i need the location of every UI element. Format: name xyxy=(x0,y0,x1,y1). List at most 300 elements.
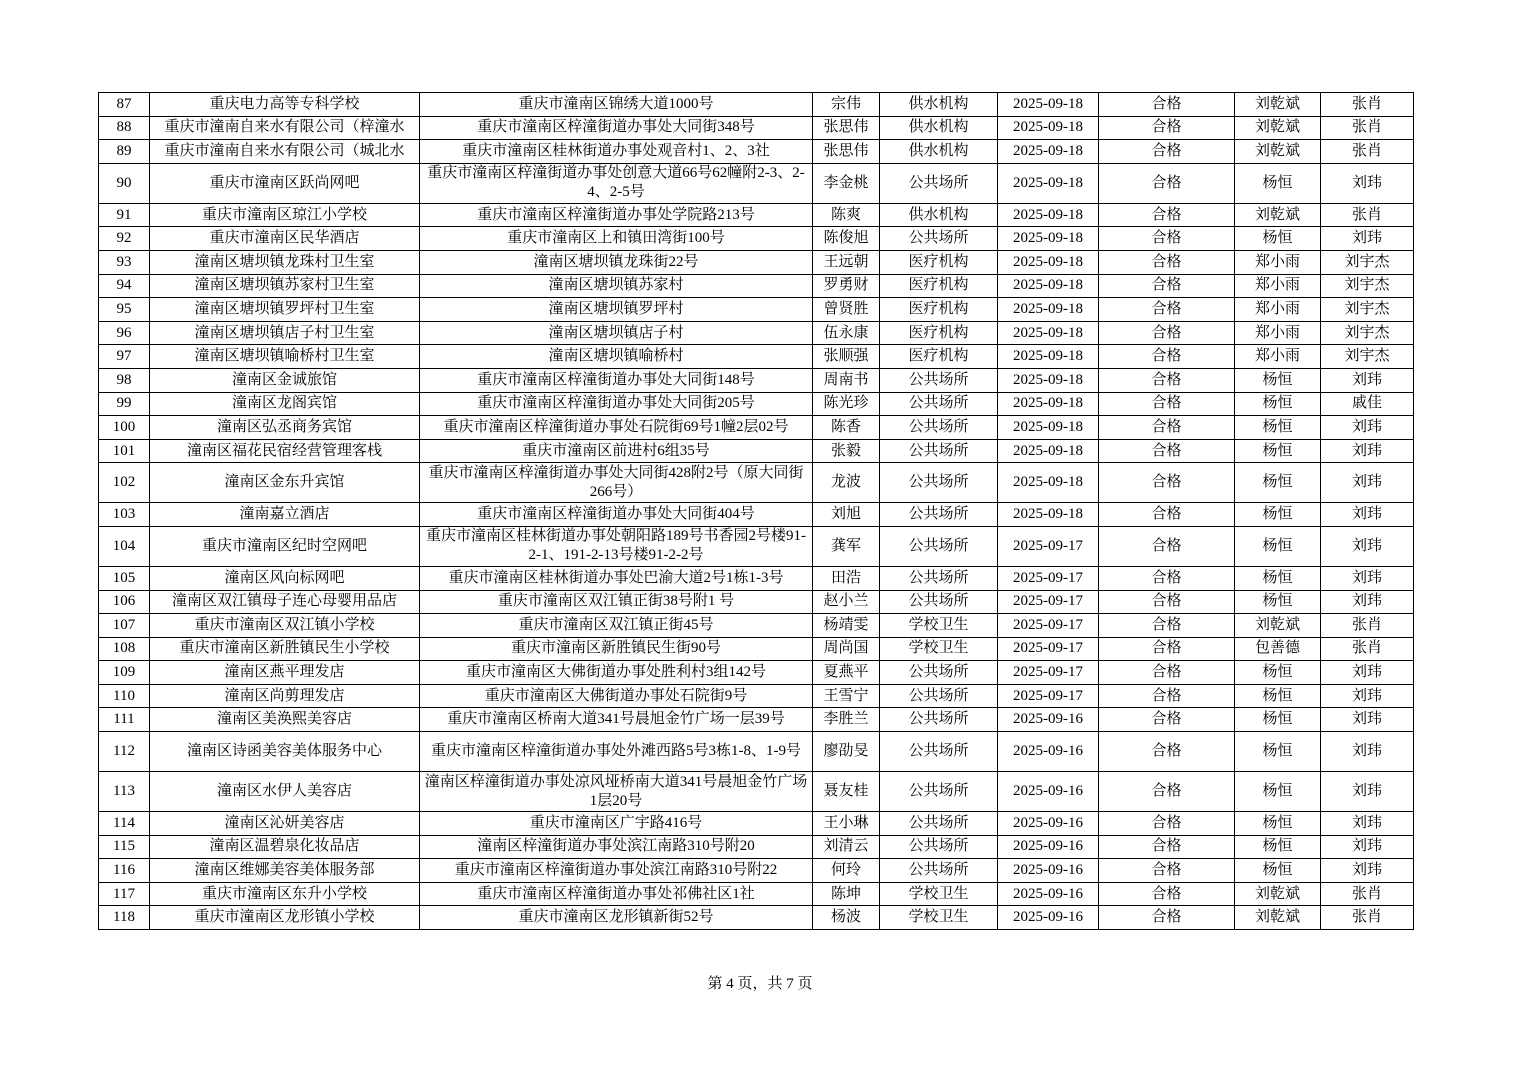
responsible-person-cell: 陈爽 xyxy=(813,203,880,227)
table-row xyxy=(99,614,1414,638)
category-cell: 公共场所 xyxy=(880,503,998,527)
row-number-cell: 99 xyxy=(99,392,150,416)
row-number-cell: 104 xyxy=(99,526,150,566)
inspector-2-cell: 刘玮 xyxy=(1321,684,1414,708)
inspector-1-cell: 杨恒 xyxy=(1235,392,1321,416)
responsible-person-cell: 罗勇财 xyxy=(813,274,880,298)
category-cell: 公共场所 xyxy=(880,661,998,685)
category-cell: 供水机构 xyxy=(880,116,998,140)
table-row xyxy=(99,882,1414,906)
inspector-1-cell: 杨恒 xyxy=(1235,503,1321,527)
inspector-2-cell: 刘玮 xyxy=(1321,163,1414,203)
category-cell: 公共场所 xyxy=(880,566,998,590)
unit-name-cell: 潼南区尚剪理发店 xyxy=(150,684,420,708)
inspector-2-cell: 刘玮 xyxy=(1321,463,1414,503)
row-number-cell: 100 xyxy=(99,416,150,440)
unit-name-cell: 重庆市潼南区跃尚网吧 xyxy=(150,163,420,203)
row-number-cell: 113 xyxy=(99,772,150,812)
unit-name-cell: 潼南区福花民宿经营管理客栈 xyxy=(150,439,420,463)
address-cell: 重庆市潼南区广宇路416号 xyxy=(420,812,813,836)
inspector-1-cell: 杨恒 xyxy=(1235,812,1321,836)
table-row xyxy=(99,526,1414,566)
table-row xyxy=(99,637,1414,661)
row-number-cell: 87 xyxy=(99,93,150,117)
category-cell: 学校卫生 xyxy=(880,637,998,661)
result-cell: 合格 xyxy=(1099,298,1235,322)
address-cell: 潼南区塘坝镇喻桥村 xyxy=(420,345,813,369)
inspection-date-cell: 2025-09-18 xyxy=(998,274,1099,298)
row-number-cell: 106 xyxy=(99,590,150,614)
address-cell: 重庆市潼南区大佛街道办事处石院街9号 xyxy=(420,684,813,708)
inspector-1-cell: 杨恒 xyxy=(1235,835,1321,859)
table-row xyxy=(99,772,1414,812)
responsible-person-cell: 陈坤 xyxy=(813,882,880,906)
inspection-date-cell: 2025-09-16 xyxy=(998,732,1099,772)
responsible-person-cell: 王小琳 xyxy=(813,812,880,836)
row-number-cell: 91 xyxy=(99,203,150,227)
table-row xyxy=(99,227,1414,251)
category-cell: 公共场所 xyxy=(880,526,998,566)
unit-name-cell: 潼南嘉立酒店 xyxy=(150,503,420,527)
result-cell: 合格 xyxy=(1099,503,1235,527)
unit-name-cell: 潼南区塘坝镇龙珠村卫生室 xyxy=(150,250,420,274)
inspector-2-cell: 刘宇杰 xyxy=(1321,298,1414,322)
row-number-cell: 112 xyxy=(99,732,150,772)
table-row xyxy=(99,140,1414,164)
row-number-cell: 117 xyxy=(99,882,150,906)
responsible-person-cell: 李金桃 xyxy=(813,163,880,203)
inspection-date-cell: 2025-09-18 xyxy=(998,392,1099,416)
category-cell: 学校卫生 xyxy=(880,882,998,906)
result-cell: 合格 xyxy=(1099,163,1235,203)
table-row xyxy=(99,463,1414,503)
unit-name-cell: 潼南区燕平理发店 xyxy=(150,661,420,685)
result-cell: 合格 xyxy=(1099,732,1235,772)
row-number-cell: 90 xyxy=(99,163,150,203)
address-cell: 重庆市潼南区桥南大道341号晨旭金竹广场一层39号 xyxy=(420,708,813,732)
address-cell: 潼南区塘坝镇罗坪村 xyxy=(420,298,813,322)
category-cell: 学校卫生 xyxy=(880,906,998,930)
address-cell: 重庆市潼南区大佛街道办事处胜利村3组142号 xyxy=(420,661,813,685)
inspector-1-cell: 刘乾斌 xyxy=(1235,614,1321,638)
inspector-2-cell: 刘玮 xyxy=(1321,859,1414,883)
result-cell: 合格 xyxy=(1099,882,1235,906)
result-cell: 合格 xyxy=(1099,906,1235,930)
inspection-date-cell: 2025-09-18 xyxy=(998,116,1099,140)
inspection-date-cell: 2025-09-18 xyxy=(998,463,1099,503)
inspection-date-cell: 2025-09-16 xyxy=(998,708,1099,732)
unit-name-cell: 潼南区双江镇母子连心母婴用品店 xyxy=(150,590,420,614)
inspection-date-cell: 2025-09-17 xyxy=(998,590,1099,614)
responsible-person-cell: 张顺强 xyxy=(813,345,880,369)
table-row xyxy=(99,812,1414,836)
row-number-cell: 95 xyxy=(99,298,150,322)
row-number-cell: 92 xyxy=(99,227,150,251)
row-number-cell: 103 xyxy=(99,503,150,527)
row-number-cell: 94 xyxy=(99,274,150,298)
inspector-2-cell: 刘玮 xyxy=(1321,661,1414,685)
inspection-date-cell: 2025-09-18 xyxy=(998,250,1099,274)
result-cell: 合格 xyxy=(1099,684,1235,708)
category-cell: 公共场所 xyxy=(880,439,998,463)
row-number-cell: 105 xyxy=(99,566,150,590)
inspector-1-cell: 杨恒 xyxy=(1235,566,1321,590)
inspector-1-cell: 刘乾斌 xyxy=(1235,93,1321,117)
inspection-date-cell: 2025-09-18 xyxy=(998,163,1099,203)
table-row xyxy=(99,439,1414,463)
inspector-2-cell: 张肖 xyxy=(1321,93,1414,117)
category-cell: 公共场所 xyxy=(880,812,998,836)
inspector-1-cell: 包善德 xyxy=(1235,637,1321,661)
address-cell: 重庆市潼南区梓潼街道办事处滨江南路310号附22 xyxy=(420,859,813,883)
responsible-person-cell: 宗伟 xyxy=(813,93,880,117)
inspection-date-cell: 2025-09-18 xyxy=(998,368,1099,392)
inspector-2-cell: 刘玮 xyxy=(1321,503,1414,527)
unit-name-cell: 重庆市潼南区纪时空网吧 xyxy=(150,526,420,566)
inspection-date-cell: 2025-09-17 xyxy=(998,661,1099,685)
row-number-cell: 116 xyxy=(99,859,150,883)
address-cell: 潼南区塘坝镇苏家村 xyxy=(420,274,813,298)
address-cell: 重庆市潼南区梓潼街道办事处外滩西路5号3栋1-8、1-9号 xyxy=(420,732,813,772)
address-cell: 重庆市潼南区双江镇正街45号 xyxy=(420,614,813,638)
inspector-1-cell: 杨恒 xyxy=(1235,163,1321,203)
responsible-person-cell: 周尚国 xyxy=(813,637,880,661)
row-number-cell: 108 xyxy=(99,637,150,661)
row-number-cell: 97 xyxy=(99,345,150,369)
address-cell: 潼南区梓潼街道办事处滨江南路310号附20 xyxy=(420,835,813,859)
responsible-person-cell: 张毅 xyxy=(813,439,880,463)
row-number-cell: 88 xyxy=(99,116,150,140)
row-number-cell: 102 xyxy=(99,463,150,503)
responsible-person-cell: 陈光珍 xyxy=(813,392,880,416)
unit-name-cell: 重庆市潼南区琼江小学校 xyxy=(150,203,420,227)
row-number-cell: 109 xyxy=(99,661,150,685)
address-cell: 重庆市潼南区梓潼街道办事处石院街69号1幢2层02号 xyxy=(420,416,813,440)
row-number-cell: 107 xyxy=(99,614,150,638)
unit-name-cell: 潼南区金诚旅馆 xyxy=(150,368,420,392)
inspection-date-cell: 2025-09-16 xyxy=(998,882,1099,906)
inspector-1-cell: 杨恒 xyxy=(1235,227,1321,251)
inspector-1-cell: 刘乾斌 xyxy=(1235,116,1321,140)
address-cell: 重庆市潼南区双江镇正街38号附1 号 xyxy=(420,590,813,614)
address-cell: 重庆市潼南区上和镇田湾街100号 xyxy=(420,227,813,251)
inspector-2-cell: 刘玮 xyxy=(1321,227,1414,251)
result-cell: 合格 xyxy=(1099,661,1235,685)
address-cell: 重庆市潼南区梓潼街道办事处大同街348号 xyxy=(420,116,813,140)
category-cell: 公共场所 xyxy=(880,708,998,732)
table-row xyxy=(99,859,1414,883)
row-number-cell: 110 xyxy=(99,684,150,708)
inspector-1-cell: 杨恒 xyxy=(1235,526,1321,566)
result-cell: 合格 xyxy=(1099,439,1235,463)
inspection-date-cell: 2025-09-17 xyxy=(998,637,1099,661)
result-cell: 合格 xyxy=(1099,345,1235,369)
unit-name-cell: 重庆市潼南区东升小学校 xyxy=(150,882,420,906)
row-number-cell: 89 xyxy=(99,140,150,164)
table-row xyxy=(99,116,1414,140)
unit-name-cell: 重庆市潼南区双江镇小学校 xyxy=(150,614,420,638)
responsible-person-cell: 王远朝 xyxy=(813,250,880,274)
category-cell: 公共场所 xyxy=(880,684,998,708)
address-cell: 重庆市潼南区锦绣大道1000号 xyxy=(420,93,813,117)
inspection-date-cell: 2025-09-18 xyxy=(998,345,1099,369)
category-cell: 公共场所 xyxy=(880,859,998,883)
category-cell: 供水机构 xyxy=(880,203,998,227)
inspector-1-cell: 杨恒 xyxy=(1235,661,1321,685)
unit-name-cell: 潼南区塘坝镇喻桥村卫生室 xyxy=(150,345,420,369)
unit-name-cell: 潼南区沁妍美容店 xyxy=(150,812,420,836)
category-cell: 公共场所 xyxy=(880,416,998,440)
result-cell: 合格 xyxy=(1099,203,1235,227)
category-cell: 公共场所 xyxy=(880,732,998,772)
result-cell: 合格 xyxy=(1099,526,1235,566)
inspector-2-cell: 张肖 xyxy=(1321,140,1414,164)
page-number: 第 4 页，共 7 页 xyxy=(707,976,813,992)
responsible-person-cell: 田浩 xyxy=(813,566,880,590)
inspection-date-cell: 2025-09-16 xyxy=(998,812,1099,836)
responsible-person-cell: 陈香 xyxy=(813,416,880,440)
result-cell: 合格 xyxy=(1099,835,1235,859)
result-cell: 合格 xyxy=(1099,392,1235,416)
inspector-2-cell: 张肖 xyxy=(1321,203,1414,227)
unit-name-cell: 潼南区美涣熙美容店 xyxy=(150,708,420,732)
category-cell: 公共场所 xyxy=(880,463,998,503)
inspector-1-cell: 郑小雨 xyxy=(1235,345,1321,369)
inspector-1-cell: 郑小雨 xyxy=(1235,250,1321,274)
table-row xyxy=(99,298,1414,322)
inspector-2-cell: 刘玮 xyxy=(1321,708,1414,732)
inspection-date-cell: 2025-09-16 xyxy=(998,906,1099,930)
unit-name-cell: 潼南区龙阁宾馆 xyxy=(150,392,420,416)
result-cell: 合格 xyxy=(1099,637,1235,661)
result-cell: 合格 xyxy=(1099,708,1235,732)
address-cell: 重庆市潼南区梓潼街道办事处创意大道66号62幢附2-3、2-4、2-5号 xyxy=(420,163,813,203)
category-cell: 公共场所 xyxy=(880,392,998,416)
inspector-1-cell: 杨恒 xyxy=(1235,732,1321,772)
inspection-date-cell: 2025-09-18 xyxy=(998,227,1099,251)
responsible-person-cell: 杨靖雯 xyxy=(813,614,880,638)
result-cell: 合格 xyxy=(1099,590,1235,614)
inspection-date-cell: 2025-09-16 xyxy=(998,859,1099,883)
table-row xyxy=(99,203,1414,227)
inspection-date-cell: 2025-09-17 xyxy=(998,614,1099,638)
inspector-2-cell: 刘玮 xyxy=(1321,416,1414,440)
unit-name-cell: 重庆市潼南区民华酒店 xyxy=(150,227,420,251)
address-cell: 重庆市潼南区梓潼街道办事处大同街404号 xyxy=(420,503,813,527)
unit-name-cell: 潼南区水伊人美容店 xyxy=(150,772,420,812)
category-cell: 医疗机构 xyxy=(880,274,998,298)
row-number-cell: 96 xyxy=(99,321,150,345)
row-number-cell: 118 xyxy=(99,906,150,930)
table-row xyxy=(99,321,1414,345)
responsible-person-cell: 张思伟 xyxy=(813,140,880,164)
unit-name-cell: 重庆市潼南区龙形镇小学校 xyxy=(150,906,420,930)
inspector-1-cell: 刘乾斌 xyxy=(1235,140,1321,164)
table-row xyxy=(99,392,1414,416)
inspection-date-cell: 2025-09-16 xyxy=(998,835,1099,859)
inspector-1-cell: 郑小雨 xyxy=(1235,298,1321,322)
responsible-person-cell: 龚军 xyxy=(813,526,880,566)
result-cell: 合格 xyxy=(1099,614,1235,638)
inspector-2-cell: 刘玮 xyxy=(1321,439,1414,463)
inspector-2-cell: 张肖 xyxy=(1321,614,1414,638)
inspector-2-cell: 刘玮 xyxy=(1321,368,1414,392)
inspector-2-cell: 刘宇杰 xyxy=(1321,250,1414,274)
responsible-person-cell: 刘清云 xyxy=(813,835,880,859)
table-body xyxy=(99,93,1414,930)
inspection-date-cell: 2025-09-18 xyxy=(998,416,1099,440)
inspection-date-cell: 2025-09-17 xyxy=(998,526,1099,566)
table-row xyxy=(99,661,1414,685)
address-cell: 重庆市潼南区前进村6组35号 xyxy=(420,439,813,463)
inspector-2-cell: 戚佳 xyxy=(1321,392,1414,416)
inspector-1-cell: 刘乾斌 xyxy=(1235,203,1321,227)
unit-name-cell: 潼南区金东升宾馆 xyxy=(150,463,420,503)
inspection-date-cell: 2025-09-18 xyxy=(998,203,1099,227)
category-cell: 公共场所 xyxy=(880,227,998,251)
result-cell: 合格 xyxy=(1099,772,1235,812)
result-cell: 合格 xyxy=(1099,227,1235,251)
category-cell: 公共场所 xyxy=(880,368,998,392)
category-cell: 学校卫生 xyxy=(880,614,998,638)
inspector-1-cell: 杨恒 xyxy=(1235,684,1321,708)
inspector-1-cell: 郑小雨 xyxy=(1235,321,1321,345)
responsible-person-cell: 刘旭 xyxy=(813,503,880,527)
table-row xyxy=(99,590,1414,614)
table-row xyxy=(99,906,1414,930)
address-cell: 重庆市潼南区龙形镇新街52号 xyxy=(420,906,813,930)
table-row xyxy=(99,684,1414,708)
result-cell: 合格 xyxy=(1099,812,1235,836)
responsible-person-cell: 王雪宁 xyxy=(813,684,880,708)
row-number-cell: 114 xyxy=(99,812,150,836)
inspector-1-cell: 刘乾斌 xyxy=(1235,906,1321,930)
responsible-person-cell: 张思伟 xyxy=(813,116,880,140)
result-cell: 合格 xyxy=(1099,321,1235,345)
responsible-person-cell: 廖劭旻 xyxy=(813,732,880,772)
unit-name-cell: 潼南区维娜美容美体服务部 xyxy=(150,859,420,883)
result-cell: 合格 xyxy=(1099,566,1235,590)
row-number-cell: 101 xyxy=(99,439,150,463)
inspection-date-cell: 2025-09-18 xyxy=(998,140,1099,164)
category-cell: 医疗机构 xyxy=(880,298,998,322)
responsible-person-cell: 夏燕平 xyxy=(813,661,880,685)
result-cell: 合格 xyxy=(1099,274,1235,298)
unit-name-cell: 重庆市潼南自来水有限公司（梓潼水 xyxy=(150,116,420,140)
responsible-person-cell: 赵小兰 xyxy=(813,590,880,614)
table-row xyxy=(99,566,1414,590)
responsible-person-cell: 陈俊旭 xyxy=(813,227,880,251)
result-cell: 合格 xyxy=(1099,93,1235,117)
inspection-date-cell: 2025-09-18 xyxy=(998,298,1099,322)
unit-name-cell: 潼南区塘坝镇苏家村卫生室 xyxy=(150,274,420,298)
inspector-2-cell: 张肖 xyxy=(1321,116,1414,140)
inspector-1-cell: 杨恒 xyxy=(1235,463,1321,503)
category-cell: 医疗机构 xyxy=(880,321,998,345)
inspector-2-cell: 刘玮 xyxy=(1321,812,1414,836)
category-cell: 供水机构 xyxy=(880,93,998,117)
row-number-cell: 93 xyxy=(99,250,150,274)
inspection-date-cell: 2025-09-18 xyxy=(998,321,1099,345)
responsible-person-cell: 曾贤胜 xyxy=(813,298,880,322)
inspector-1-cell: 杨恒 xyxy=(1235,590,1321,614)
responsible-person-cell: 杨波 xyxy=(813,906,880,930)
result-cell: 合格 xyxy=(1099,463,1235,503)
table-row xyxy=(99,368,1414,392)
inspection-date-cell: 2025-09-18 xyxy=(998,439,1099,463)
inspector-2-cell: 张肖 xyxy=(1321,906,1414,930)
inspection-date-cell: 2025-09-17 xyxy=(998,684,1099,708)
category-cell: 医疗机构 xyxy=(880,345,998,369)
inspector-2-cell: 刘玮 xyxy=(1321,526,1414,566)
responsible-person-cell: 聂友桂 xyxy=(813,772,880,812)
table-row xyxy=(99,708,1414,732)
table-row xyxy=(99,163,1414,203)
inspector-1-cell: 杨恒 xyxy=(1235,859,1321,883)
address-cell: 重庆市潼南区梓潼街道办事处祁佛社区1社 xyxy=(420,882,813,906)
address-cell: 潼南区塘坝镇龙珠街22号 xyxy=(420,250,813,274)
address-cell: 潼南区梓潼街道办事处凉风垭桥南大道341号晨旭金竹广场1层20号 xyxy=(420,772,813,812)
result-cell: 合格 xyxy=(1099,859,1235,883)
address-cell: 重庆市潼南区梓潼街道办事处大同街205号 xyxy=(420,392,813,416)
unit-name-cell: 重庆市潼南自来水有限公司（城北水 xyxy=(150,140,420,164)
inspection-date-cell: 2025-09-18 xyxy=(998,503,1099,527)
result-cell: 合格 xyxy=(1099,250,1235,274)
inspector-2-cell: 刘宇杰 xyxy=(1321,274,1414,298)
inspection-date-cell: 2025-09-16 xyxy=(998,772,1099,812)
responsible-person-cell: 伍永康 xyxy=(813,321,880,345)
inspector-1-cell: 杨恒 xyxy=(1235,708,1321,732)
table-row xyxy=(99,416,1414,440)
row-number-cell: 98 xyxy=(99,368,150,392)
inspector-2-cell: 刘玮 xyxy=(1321,772,1414,812)
unit-name-cell: 潼南区诗函美容美体服务中心 xyxy=(150,732,420,772)
row-number-cell: 115 xyxy=(99,835,150,859)
inspector-2-cell: 刘玮 xyxy=(1321,835,1414,859)
inspector-1-cell: 杨恒 xyxy=(1235,439,1321,463)
address-cell: 重庆市潼南区新胜镇民生街90号 xyxy=(420,637,813,661)
result-cell: 合格 xyxy=(1099,368,1235,392)
inspector-1-cell: 杨恒 xyxy=(1235,416,1321,440)
inspection-date-cell: 2025-09-17 xyxy=(998,566,1099,590)
unit-name-cell: 潼南区风向标网吧 xyxy=(150,566,420,590)
address-cell: 重庆市潼南区梓潼街道办事处学院路213号 xyxy=(420,203,813,227)
inspector-2-cell: 刘玮 xyxy=(1321,566,1414,590)
table-row xyxy=(99,274,1414,298)
address-cell: 重庆市潼南区梓潼街道办事处大同街148号 xyxy=(420,368,813,392)
inspector-1-cell: 郑小雨 xyxy=(1235,274,1321,298)
inspection-date-cell: 2025-09-18 xyxy=(998,93,1099,117)
inspector-1-cell: 杨恒 xyxy=(1235,368,1321,392)
category-cell: 公共场所 xyxy=(880,835,998,859)
inspection-table xyxy=(98,92,1414,930)
address-cell: 重庆市潼南区梓潼街道办事处大同街428附2号（原大同街266号） xyxy=(420,463,813,503)
unit-name-cell: 潼南区弘丞商务宾馆 xyxy=(150,416,420,440)
address-cell: 潼南区塘坝镇店子村 xyxy=(420,321,813,345)
unit-name-cell: 潼南区塘坝镇罗坪村卫生室 xyxy=(150,298,420,322)
table-row xyxy=(99,732,1414,772)
unit-name-cell: 重庆电力高等专科学校 xyxy=(150,93,420,117)
result-cell: 合格 xyxy=(1099,140,1235,164)
table-row xyxy=(99,835,1414,859)
category-cell: 医疗机构 xyxy=(880,250,998,274)
inspector-2-cell: 刘玮 xyxy=(1321,590,1414,614)
category-cell: 供水机构 xyxy=(880,140,998,164)
unit-name-cell: 潼南区温碧泉化妆品店 xyxy=(150,835,420,859)
inspector-1-cell: 刘乾斌 xyxy=(1235,882,1321,906)
table-row xyxy=(99,345,1414,369)
inspector-2-cell: 刘玮 xyxy=(1321,732,1414,772)
